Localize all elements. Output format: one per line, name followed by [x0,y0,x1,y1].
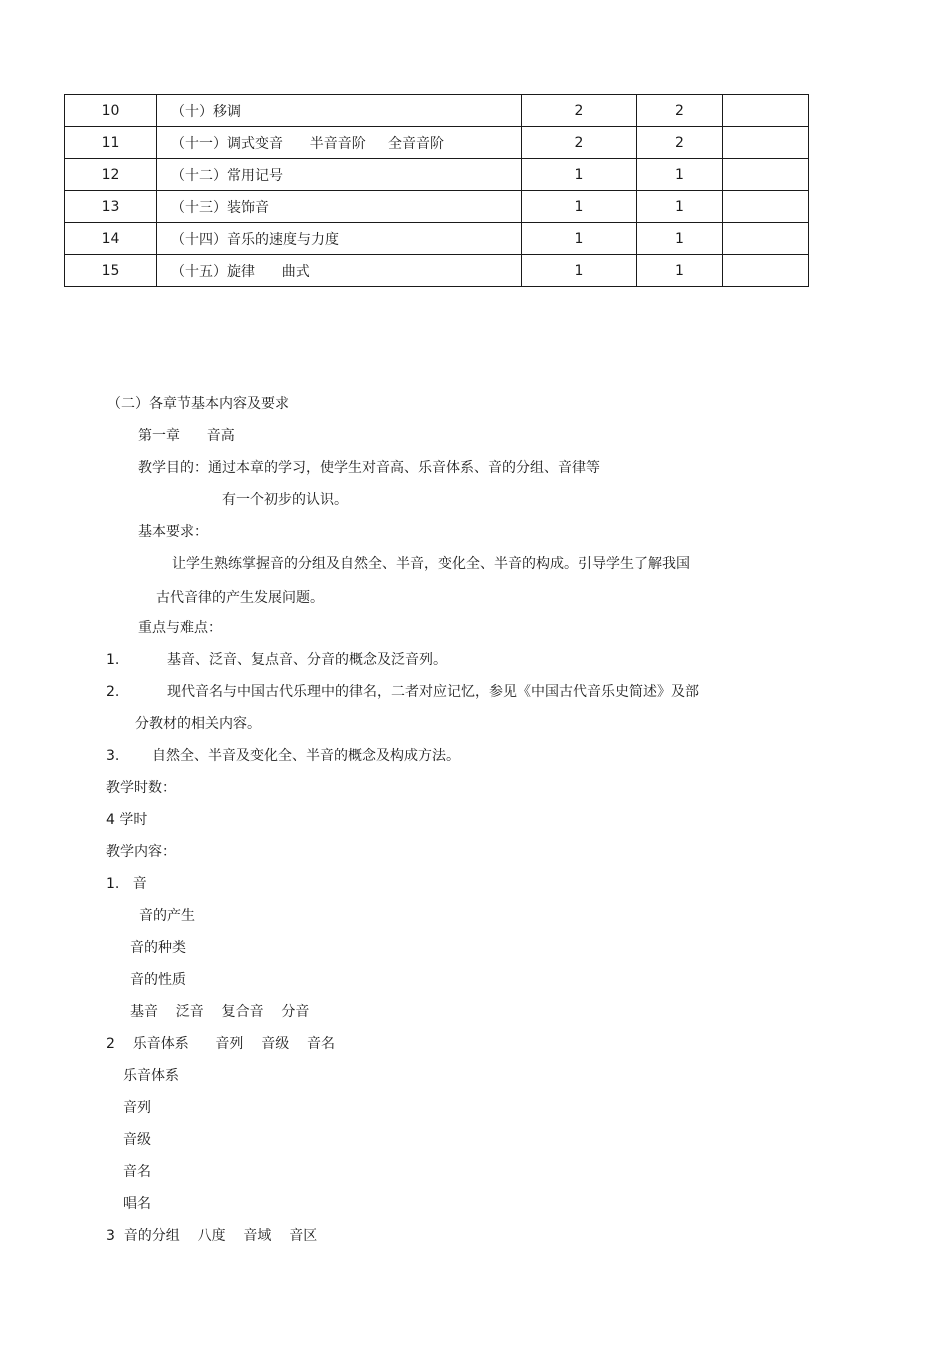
content-subitem: 唱名 [123,1196,151,1212]
chapter-title: 第一章 音高 [138,428,235,444]
teaching-goal-line: 有一个初步的认识。 [222,492,348,508]
row-hours-a: 2 [522,127,637,159]
teaching-hours-value: 4 学时 [106,812,148,828]
row-title: （十二）常用记号 [157,159,522,191]
row-title: （十四）音乐的速度与力度 [157,223,522,255]
list-number: 2. [106,684,120,700]
teaching-goal-line: 教学目的：通过本章的学习，使学生对音高、乐音体系、音的分组、音律等 [138,460,600,476]
row-note [723,191,809,223]
content-subitem: 音的种类 [130,940,186,956]
table-row [65,255,809,287]
key-points-heading: 重点与难点： [138,620,222,636]
content-subitem: 音名 [123,1164,151,1180]
row-note [723,127,809,159]
row-note [723,255,809,287]
content-subitem: 音级 [123,1132,151,1148]
content-subitem: 音的产生 [139,908,195,924]
row-note [723,223,809,255]
row-number: 12 [65,159,157,191]
teaching-content-heading: 教学内容： [106,844,176,860]
row-hours-b: 1 [637,191,723,223]
table-row [65,159,809,191]
row-hours-b: 1 [637,159,723,191]
key-point-text: 自然全、半音及变化全、半音的概念及构成方法。 [152,748,460,764]
row-hours-a: 1 [522,255,637,287]
requirements-text: 让学生熟练掌握音的分组及自然全、半音，变化全、半音的构成。引导学生了解我国 [172,556,690,572]
row-title: （十五）旋律 曲式 [157,255,522,287]
key-point-text: 基音、泛音、复点音、分音的概念及泛音列。 [167,652,447,668]
row-hours-b: 1 [637,223,723,255]
key-point-text: 现代音名与中国古代乐理中的律名，二者对应记忆，参见《中国古代音乐史简述》及部 [167,684,699,700]
row-number: 11 [65,127,157,159]
row-hours-a: 1 [522,223,637,255]
requirements-heading: 基本要求： [138,524,208,540]
row-note [723,95,809,127]
requirements-text: 古代音律的产生发展问题。 [156,590,324,606]
content-subitem: 基音 泛音 复合音 分音 [130,1004,310,1020]
row-number: 15 [65,255,157,287]
section-heading: （二）各章节基本内容及要求 [107,396,289,412]
content-subitem: 音列 [123,1100,151,1116]
row-number: 10 [65,95,157,127]
table-row [65,127,809,159]
content-item: 2 乐音体系 音列 音级 音名 [106,1036,336,1052]
content-item: 1. 音 [106,876,147,892]
row-hours-b: 1 [637,255,723,287]
list-number: 1. [106,652,120,668]
row-hours-a: 2 [522,95,637,127]
row-title: （十）移调 [157,95,522,127]
row-title: （十一）调式变音 半音音阶 全音音阶 [157,127,522,159]
row-hours-a: 1 [522,159,637,191]
content-subitem: 音的性质 [130,972,186,988]
table-row [65,191,809,223]
course-hours-table [64,94,809,287]
row-hours-b: 2 [637,95,723,127]
row-hours-a: 1 [522,191,637,223]
content-item: 3 音的分组 八度 音域 音区 [106,1228,318,1244]
content-subitem: 乐音体系 [123,1068,179,1084]
row-number: 14 [65,223,157,255]
row-hours-b: 2 [637,127,723,159]
table-row [65,95,809,127]
key-point-text: 分教材的相关内容。 [135,716,261,732]
table-row [65,223,809,255]
teaching-hours-heading: 教学时数： [106,780,176,796]
list-number: 3. [106,748,120,764]
row-number: 13 [65,191,157,223]
row-note [723,159,809,191]
row-title: （十三）装饰音 [157,191,522,223]
